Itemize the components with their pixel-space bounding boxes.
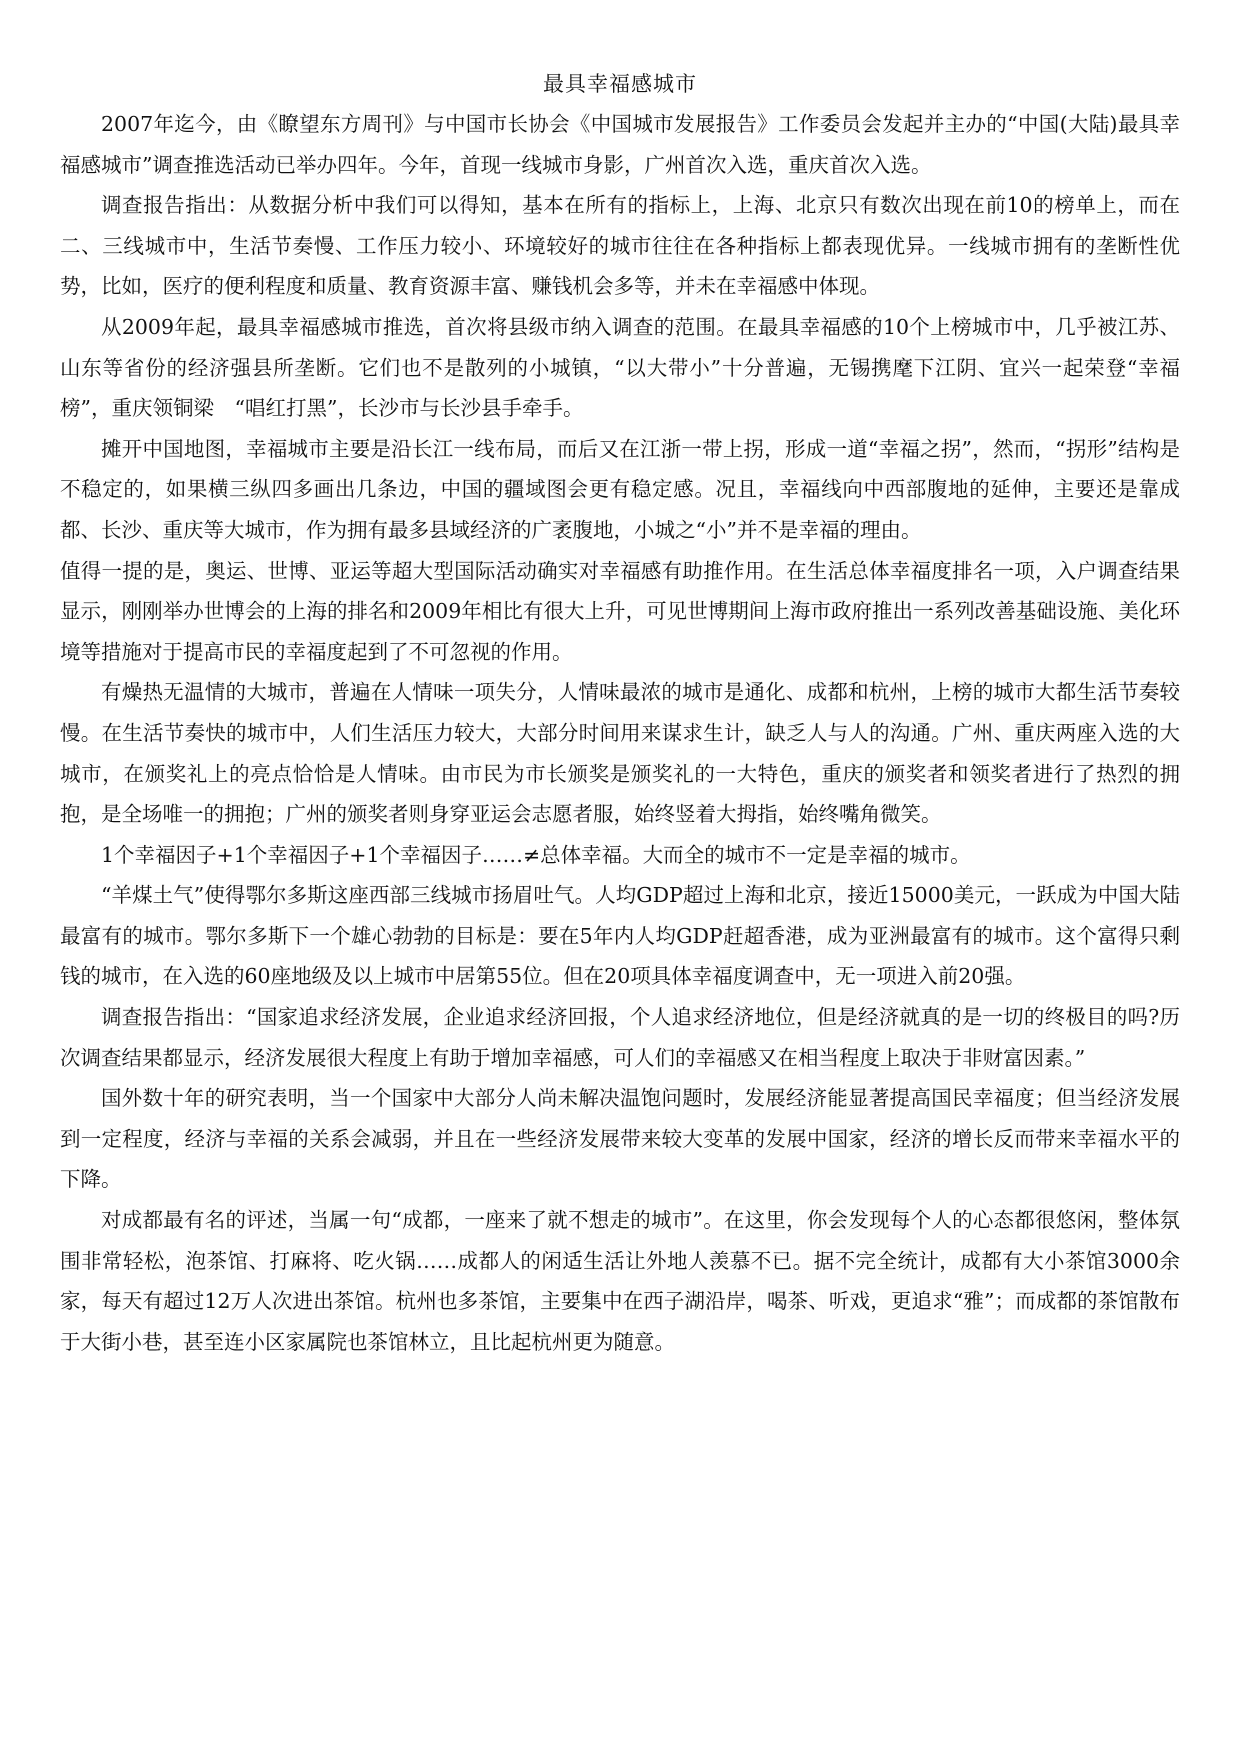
paragraph-1: 2007年迄今，由《瞭望东方周刊》与中国市长协会《中国城市发展报告》工作委员会发起并主办的“中国(大陆)最具幸福感城市”调查推选活动已举办四年。今年，首现一线城市身影，广州首次入选，重庆首次入选。 bbox=[60, 112, 1180, 177]
paragraph-7: 1个幸福因子+1个幸福因子+1个幸福因子……≠总体幸福。大而全的城市不一定是幸福的城市。 bbox=[101, 842, 971, 867]
paragraph-5: 值得一提的是，奥运、世博、亚运等超大型国际活动确实对幸福感有助推作用。在生活总体幸福度排名一项，入户调查结果显示，刚刚举办世博会的上海的排名和2009年相比有很大上升，可见世博期间上海市政府推出一系列改善基础设施、美化环境等措施对于提高市民的幸福度起到了不可忽视的作用。 bbox=[60, 558, 1180, 664]
document-title: 最具幸福感城市 bbox=[543, 72, 697, 96]
paragraph-9: 调查报告指出：“国家追求经济发展，企业追求经济回报，个人追求经济地位，但是经济就真的是一切的终极目的吗?历次调查结果都显示，经济发展很大程度上有助于增加幸福感，可人们的幸福感又在相当程度上取决于非财富因素。” bbox=[60, 1005, 1180, 1070]
document-page bbox=[60, 68, 1180, 1362]
paragraph-8: “羊煤土气”使得鄂尔多斯这座西部三线城市扬眉吐气。人均GDP超过上海和北京，接近15000美元，一跃成为中国大陆最富有的城市。鄂尔多斯下一个雄心勃勃的目标是：要在5年内人均GDP赶超香港，成为亚洲最富有的城市。这个富得只剩钱的城市，在入选的60座地级及以上城市中居第55位。但在20项具体幸福度调查中，无一项进入前20强。 bbox=[60, 883, 1180, 989]
paragraph-10: 国外数十年的研究表明，当一个国家中大部分人尚未解决温饱问题时，发展经济能显著提高国民幸福度；但当经济发展到一定程度，经济与幸福的关系会减弱，并且在一些经济发展带来较大变革的发展中国家，经济的增长反而带来幸福水平的下降。 bbox=[60, 1086, 1180, 1192]
paragraph-4: 摊开中国地图，幸福城市主要是沿长江一线布局，而后又在江浙一带上拐，形成一道“幸福之拐”，然而，“拐形”结构是不稳定的，如果横三纵四多画出几条边，中国的疆域图会更有稳定感。况且，幸福线向中西部腹地的延伸，主要还是靠成都、长沙、重庆等大城市，作为拥有最多县域经济的广袤腹地，小城之“小”并不是幸福的理由。 bbox=[60, 436, 1180, 542]
paragraph-3: 从2009年起，最具幸福感城市推选，首次将县级市纳入调查的范围。在最具幸福感的10个上榜城市中，几乎被江苏、山东等省份的经济强县所垄断。它们也不是散列的小城镇，“以大带小”十分普遍，无锡携麾下江阴、宜兴一起荣登“幸福榜”，重庆领铜梁 “唱红打黑”，长沙市与长沙县手牵手。 bbox=[60, 314, 1180, 421]
paragraph-2: 调查报告指出：从数据分析中我们可以得知，基本在所有的指标上，上海、北京只有数次出现在前10的榜单上，而在二、三线城市中，生活节奏慢、工作压力较小、环境较好的城市往往在各种指标上都表现优异。一线城市拥有的垄断性优势，比如，医疗的便利程度和质量、教育资源丰富、赚钱机会多等，并未在幸福感中体现。 bbox=[60, 193, 1180, 299]
paragraph-6: 有燥热无温情的大城市，普遍在人情味一项失分，人情味最浓的城市是通化、成都和杭州，上榜的城市大都生活节奏较慢。在生活节奏快的城市中，人们生活压力较大，大部分时间用来谋求生计，缺乏人与人的沟通。广州、重庆两座入选的大城市，在颁奖礼上的亮点恰恰是人情味。由市民为市长颁奖是颁奖礼的一大特色，重庆的颁奖者和领奖者进行了热烈的拥抱，是全场唯一的拥抱；广州的颁奖者则身穿亚运会志愿者服，始终竖着大拇指，始终嘴角微笑。 bbox=[60, 680, 1180, 827]
paragraph-11: 对成都最有名的评述，当属一句“成都，一座来了就不想走的城市”。在这里，你会发现每个人的心态都很悠闲，整体氛围非常轻松，泡茶馆、打麻将、吃火锅……成都人的闲适生活让外地人羡慕不已。据不完全统计，成都有大小茶馆3000余家，每天有超过12万人次进出茶馆。杭州也多茶馆，主要集中在西子湖沿岸，喝茶、听戏，更追求“雅”；而成都的茶馆散布于大街小巷，甚至连小区家属院也茶馆林立，且比起杭州更为随意。 bbox=[60, 1208, 1180, 1354]
